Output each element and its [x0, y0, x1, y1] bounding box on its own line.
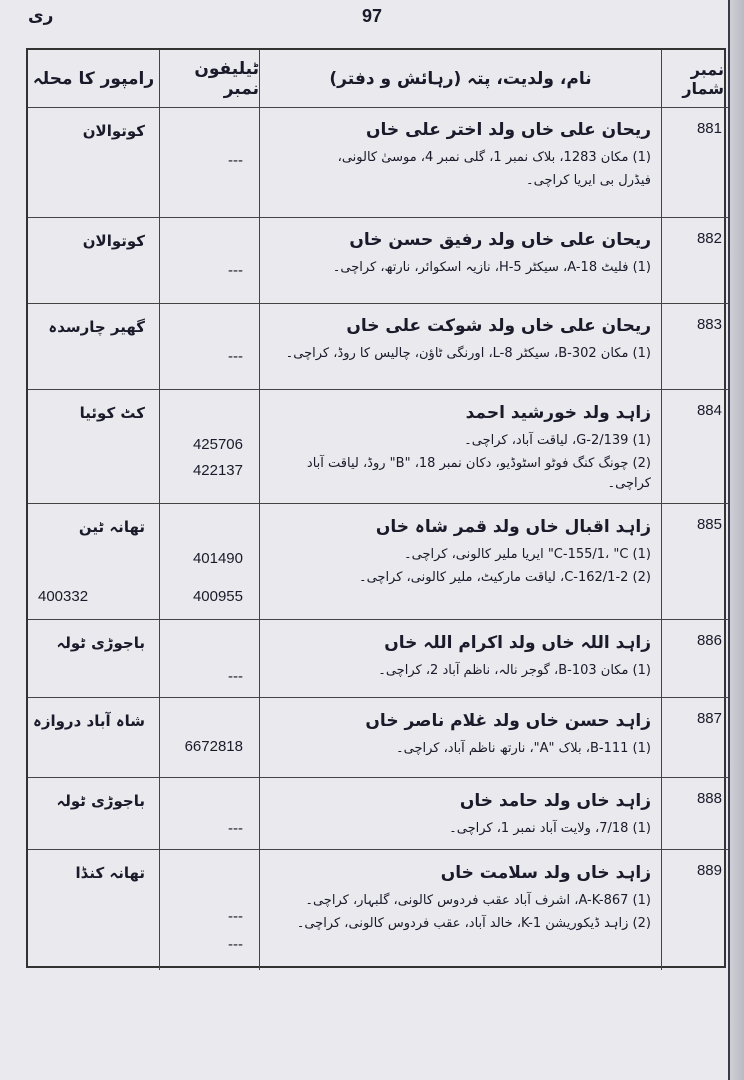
mohalla-cell [28, 698, 160, 778]
address-line: (1) مکان B-302، سیکٹر L-8، اورنگی ٹاؤن، چالیس کا روڈ، کراچی۔ [285, 346, 651, 361]
phone-number: 401490 [192, 550, 243, 567]
mohalla-text: باجوڑی ٹولہ [56, 634, 145, 652]
address-line: (1) فلیٹ A-18، سیکٹر H-5، نازیہ اسکوائر، نارتھ، کراچی۔ [332, 260, 651, 275]
person-name: زاہد اللہ خاں ولد اکرام اللہ خاں [384, 633, 651, 653]
phone-number: --- [228, 936, 243, 953]
details-cell [260, 218, 662, 304]
mohalla-cell [28, 778, 160, 850]
address-line: فیڈرل بی ایریا کراچی۔ [526, 173, 651, 189]
mohalla-text: باجوڑی ٹولہ [56, 792, 145, 810]
serial-number: 889 [696, 862, 722, 879]
person-name: ریحان علی خاں ولد اختر علی خاں [366, 120, 651, 140]
serial-number: 882 [662, 218, 728, 304]
phone-cell [160, 778, 260, 850]
serial-number: 884 [662, 390, 728, 504]
phone-number: --- [228, 262, 243, 279]
details-cell [260, 850, 662, 970]
mohalla-cell [28, 620, 160, 698]
mohalla-extra-phone: 400332 [38, 588, 89, 605]
phone-number: --- [228, 348, 243, 365]
serial-number: 888 [662, 778, 728, 850]
phone-cell [160, 504, 260, 620]
person-name: زاہد خاں ولد حامد خاں [459, 791, 651, 811]
phone-number: --- [228, 668, 243, 685]
mohalla-text: شاہ آباد دروازہ [33, 712, 145, 730]
phone-cell [160, 850, 260, 970]
address-line: (2) زاہد ڈیکوریشن K-1، خالد آباد، عقب فردوس کالونی، کراچی۔ [296, 916, 651, 932]
details-cell [260, 620, 662, 698]
mohalla-cell [28, 850, 160, 970]
details-cell [260, 778, 662, 850]
mohalla-cell [28, 504, 160, 620]
phone-number: 422137 [192, 462, 243, 479]
mohalla-cell [28, 304, 160, 390]
header-mohalla: رامپور کا محلہ [28, 50, 160, 108]
mohalla-text: تھانہ ٹین [78, 518, 145, 536]
phone-cell [160, 304, 260, 390]
serial-number: 885 [662, 504, 728, 620]
address-line: (2) C-162/1-2، لیاقت مارکیٹ، ملیر کالونی، کراچی۔ [358, 570, 651, 586]
mohalla-text: کوتوالان [82, 122, 145, 140]
details-cell [260, 108, 662, 218]
phone-cell [160, 390, 260, 504]
phone-cell [160, 108, 260, 218]
phone-number: 400955 [192, 588, 243, 605]
address-line: (1) C-155/1، "C" ایریا ملیر کالونی، کراچی۔ [404, 547, 651, 562]
address-line: (1) A-K-867، اشرف آباد عقب فردوس کالونی، گلبہار، کراچی۔ [305, 893, 651, 908]
records-table [26, 48, 726, 968]
phone-number: 425706 [192, 436, 243, 453]
phone-number: --- [228, 820, 243, 837]
person-name: زاہد خاں ولد سلامت خاں [440, 863, 651, 883]
person-name: ریحان علی خاں ولد شوکت علی خاں [346, 316, 651, 336]
serial-number: 881 [662, 108, 728, 218]
person-name: زاہد ولد خورشید احمد [465, 403, 651, 423]
details-cell [260, 304, 662, 390]
phone-number: --- [228, 152, 243, 169]
mohalla-cell [28, 218, 160, 304]
phone-number: 6672818 [184, 738, 243, 755]
mohalla-cell [28, 390, 160, 504]
phone-cell [160, 218, 260, 304]
serial-number: 883 [662, 304, 728, 390]
details-cell [260, 504, 662, 620]
address-line: (1) 7/18، ولایت آباد نمبر 1، کراچی۔ [449, 821, 651, 836]
details-cell [260, 390, 662, 504]
person-name: ریحان علی خاں ولد رفیق حسن خاں [349, 230, 651, 250]
mohalla-text: تھانہ کنڈا [75, 864, 145, 882]
phone-cell [160, 620, 260, 698]
address-line: (1) B-111، بلاک "A"، نارتھ ناظم آباد، کراچی۔ [396, 741, 651, 756]
phone-number: --- [228, 908, 243, 925]
mohalla-cell [28, 108, 160, 218]
header-serial: نمبر شمار [662, 50, 728, 108]
details-cell [260, 698, 662, 778]
header-phone: ٹیلیفون نمبر [160, 50, 260, 108]
address-line: (1) G-2/139، لیاقت آباد، کراچی۔ [464, 433, 651, 448]
address-line: (1) مکان B-103، گوجر نالہ، ناظم آباد 2، کراچی۔ [378, 663, 651, 678]
mohalla-text: گھیر چارسدہ [48, 318, 145, 336]
header-name: نام، ولدیت، پتہ (رہائش و دفتر) [260, 50, 662, 108]
page-edge [728, 0, 744, 1080]
person-name: زاہد حسن خاں ولد غلام ناصر خاں [365, 711, 651, 731]
phone-cell [160, 698, 260, 778]
corner-label: ری [28, 6, 54, 26]
person-name: زاہد اقبال خاں ولد قمر شاہ خاں [375, 517, 651, 537]
serial-number: 887 [662, 698, 728, 778]
address-line: (1) مکان 1283، بلاک نمبر 1، گلی نمبر 4، موسیٰ کالونی، [337, 150, 651, 165]
serial-number: 886 [662, 620, 728, 698]
mohalla-text: کوتوالان [82, 232, 145, 250]
address-line: (2) چونگ کنگ فوٹو اسٹوڈیو، دکان نمبر 18، "B" روڈ، لیاقت آباد کراچی۔ [306, 456, 651, 492]
page-number: 97 [361, 6, 383, 26]
mohalla-text: کٹ کوئیا [79, 404, 145, 422]
